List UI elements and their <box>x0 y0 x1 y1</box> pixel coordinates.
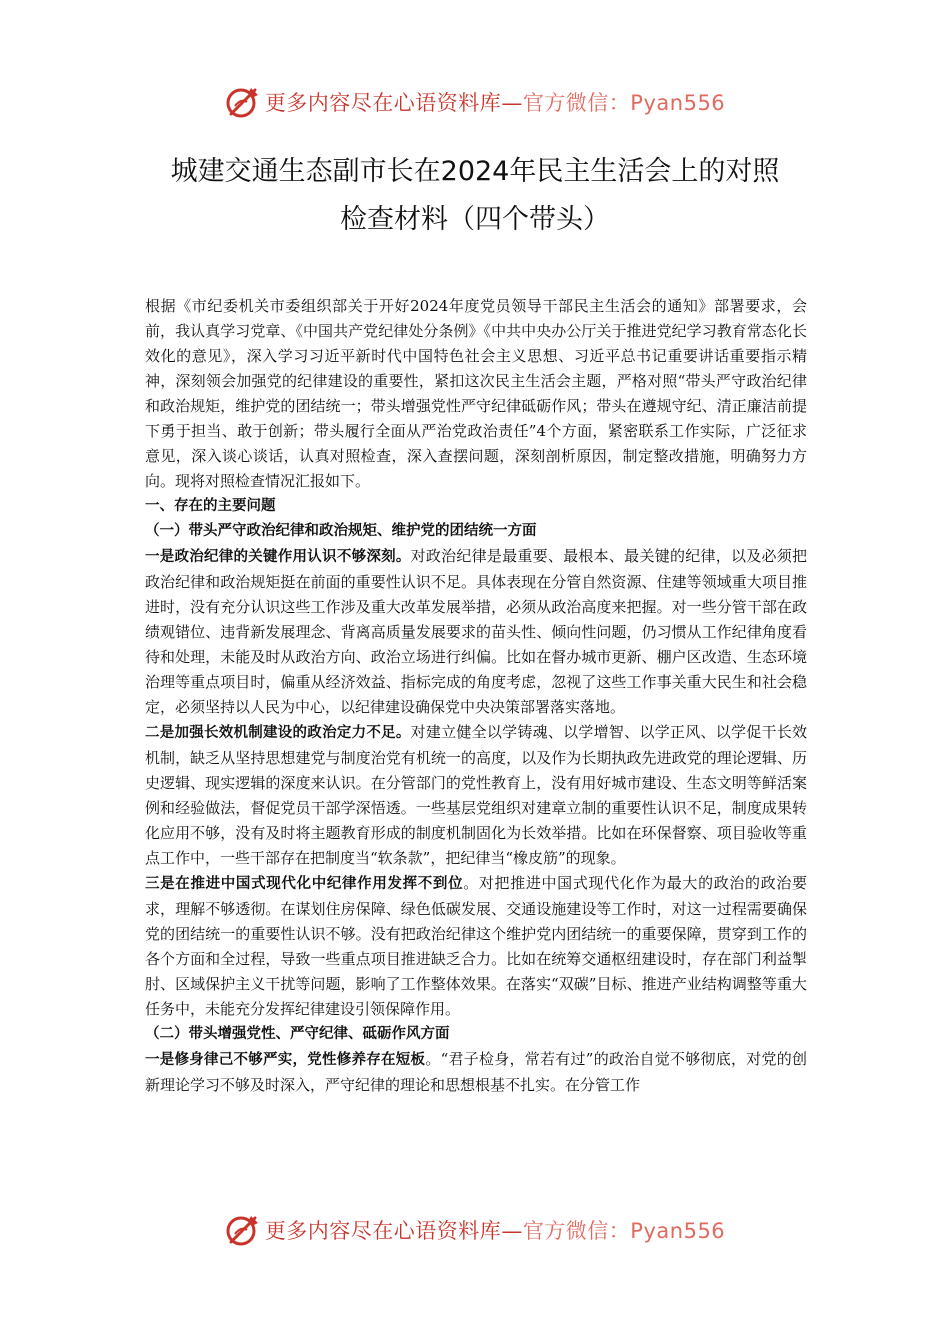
banner-text <box>265 1215 725 1245</box>
paragraph-2-text: 对建立健全以学铸魂、以学增智、以学正风、以学促干长效机制，缺乏从坚持思想建党与制度治党有机统一的高度，以及作为长期执政先进政党的理论逻辑、历史逻辑、现实逻辑的深度来认识。在分管部门的党性教育上，没有用好城市建设、生态文明等鲜活案例和经验做法，督促党员干部学深悟透。一些基层党组织对建章立制的重要性认识不足，制度成果转化应用不够，没有及时将主题教育形成的制度机制固化为长效举措。比如在环保督察、项目验收等重点工作中，一些干部存在把制度当“软条款”，把纪律当“橡皮筋”的现象。 <box>145 723 807 867</box>
banner-wechat: 官方微信：Pyan556 <box>522 1219 726 1243</box>
intro-paragraph: 根据《市纪委机关市委组织部关于开好2024年度党员领导干部民主生活会的通知》部署要求，会前，我认真学习党章、《中国共产党纪律处分条例》《中共中央办公厅关于推进党纪学习教育常态化长效化的意见》，深入学习习近平新时代中国特色社会主义思想、习近平总书记重要讲话重要指示精神，深刻领会加强党的纪律建设的重要性，紧扣这次民主生活会主题，严格对照“带头严守政治纪律和政治规矩，维护党的团结统一；带头增强党性严守纪律砥砺作风；带头在遵规守纪、清正廉洁前提下勇于担当、敢于创新；带头履行全面从严治党政治责任”4个方面，紧密联系工作实际，广泛征求意见，深入谈心谈话，认真对照检查，深入查摆问题，深刻剖析原因，制定整改措施，明确努力方向。现将对照检查情况汇报如下。 <box>145 297 807 490</box>
paragraph-4-lead: 一是修身律己不够严实，党性修养存在短板 <box>145 1052 426 1068</box>
paragraph-4 <box>145 1047 807 1098</box>
pen-logo-icon <box>225 84 261 120</box>
document-title <box>130 148 820 244</box>
paragraph-2 <box>145 720 807 871</box>
banner-separator: — <box>501 1219 523 1243</box>
footer-banner <box>0 1208 950 1252</box>
paragraph-1-lead: 一是政治纪律的关键作用认识不够深刻。 <box>145 549 411 565</box>
paragraph-1-text: 对政治纪律是最重要、最根本、最关键的纪律，以及必须把政治纪律和政治规矩挺在前面的重要性认识不足。具体表现在分管自然资源、住建等领域重大项目推进时，没有充分认识这些工作涉及重大改革发展举措，必须从政治高度来把握。对一些分管干部在政绩观错位、违背新发展理念、背离高质量发展要求的苗头性、倾向性问题，仍习惯从工作纪律角度看待和处理，未能及时从政治方向、政治立场进行纠偏。比如在督办城市更新、棚户区改造、生态环境治理等重点项目时，偏重从经济效益、指标完成的角度考虑，忽视了这些工作事关重大民生和社会稳定，必须坚持以人民为中心，以纪律建设确保党中央决策部署落实落地。 <box>145 547 807 716</box>
banner-wechat: 官方微信：Pyan556 <box>522 91 726 115</box>
banner-brand: 更多内容尽在心语资料库 <box>264 1219 502 1243</box>
paragraph-3-text: 。对把推进中国式现代化作为最大的政治的政治要求，理解不够透彻。在谋划住房保障、绿色低碳发展、交通设施建设等工作时，对这一过程需要确保党的团结统一的重要性认识不够。没有把政治纪律这个维护党内团结统一的重要保障，贯穿到工作的各个方面和全过程，导致一些重点项目推进缺乏合力。比如在统筹交通枢纽建设时，存在部门利益掣肘、区域保护主义干扰等问题，影响了工作整体效果。在落实“双碳”目标、推进产业结构调整等重大任务中，未能充分发挥纪律建设引领保障作用。 <box>145 874 807 1018</box>
section-heading-1: 一、存在的主要问题 <box>145 498 276 514</box>
subsection-heading-2: （二）带头增强党性、严守纪律、砥砺作风方面 <box>145 1026 450 1042</box>
title-line-2: 检查材料（四个带头） <box>340 204 610 235</box>
document-body <box>145 294 807 1098</box>
banner-brand: 更多内容尽在心语资料库 <box>264 91 502 115</box>
paragraph-3-lead: 三是在推进中国式现代化中纪律作用发挥不到位 <box>145 876 464 892</box>
header-banner <box>0 80 950 124</box>
paragraph-4-text: 。“君子检身，常若有过”的政治自觉不够彻底，对党的创新理论学习不够及时深入，严守纪律的理论和思想根基不扎实。在分管工作 <box>145 1050 808 1094</box>
pen-logo-icon <box>225 1212 261 1248</box>
subsection-heading-1: （一）带头严守政治纪律和政治规矩、维护党的团结统一方面 <box>145 523 537 539</box>
paragraph-1 <box>145 544 807 720</box>
banner-separator: — <box>501 91 523 115</box>
title-line-1: 城建交通生态副市长在2024年民主生活会上的对照 <box>170 156 780 187</box>
paragraph-3 <box>145 871 807 1022</box>
banner-text <box>265 87 725 117</box>
paragraph-2-lead: 二是加强长效机制建设的政治定力不足。 <box>145 725 411 741</box>
